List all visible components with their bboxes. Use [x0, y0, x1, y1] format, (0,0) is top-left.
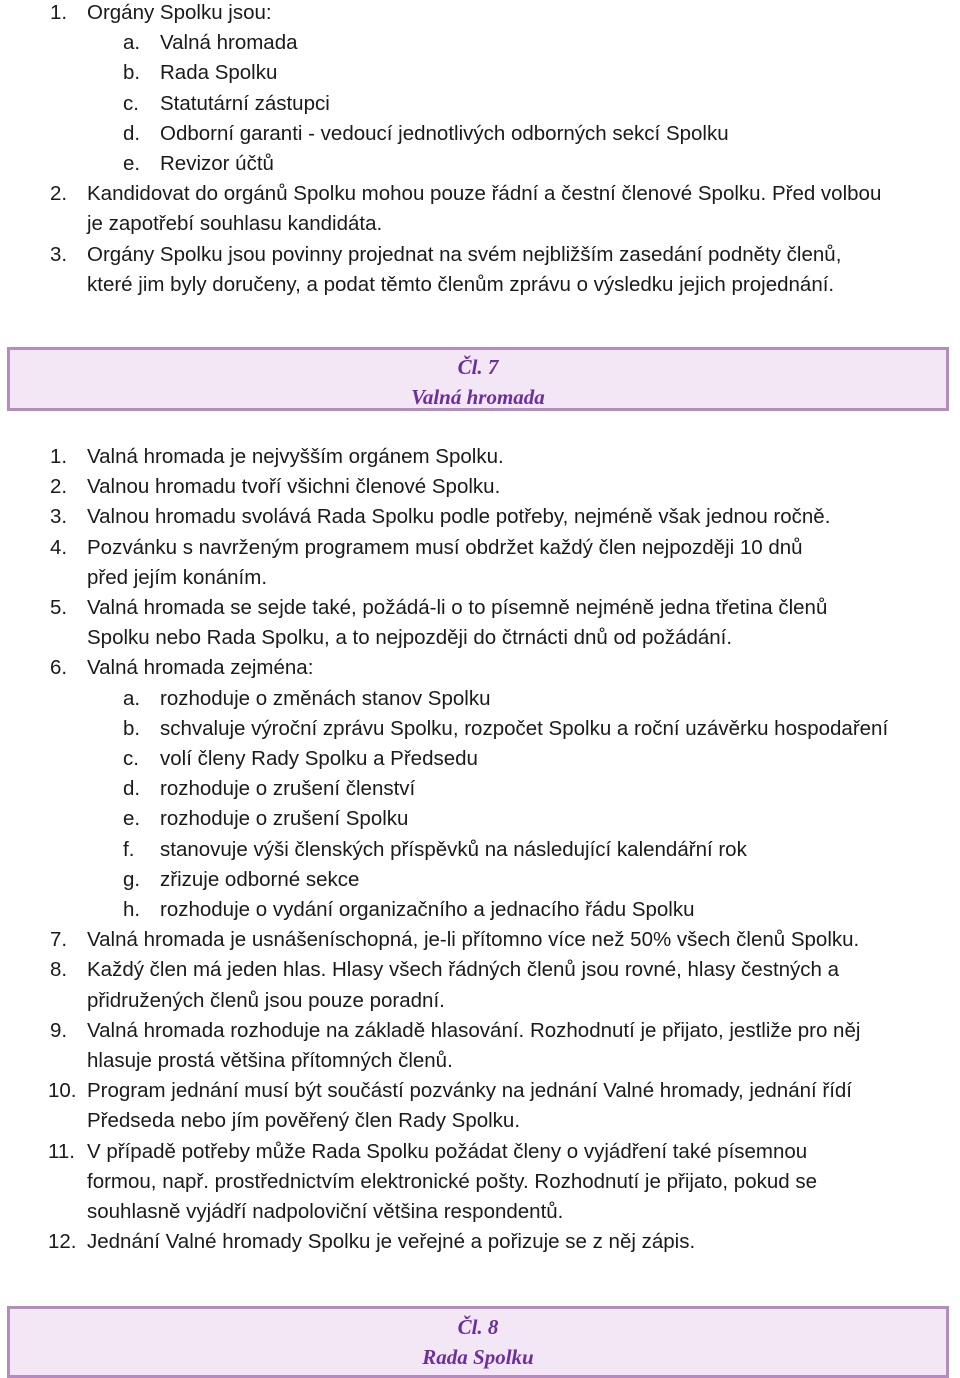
list-item-text: Revizor účtů [160, 152, 274, 175]
list-item-text: Orgány Spolku jsou povinny projednat na svém nejbližším zasedání podněty členů, [87, 242, 842, 266]
list-item-number: h. [123, 898, 141, 921]
list-item-text: Valnou hromadu svolává Rada Spolku podle potřeby, nejméně však jednou ročně. [87, 505, 831, 529]
article-7-label: Čl. 7 [457, 355, 499, 379]
list-item-number: b. [123, 716, 141, 740]
list-item-number: d. [123, 121, 141, 145]
list-item-number: 2. [50, 475, 68, 499]
list-item-text: Kandidovat do orgánů Spolku mohou pouze řádní a čestní členové Spolku. Před volbou [87, 182, 882, 206]
list-item-number: e. [123, 807, 141, 831]
list-item-number: b. [123, 61, 141, 85]
article-8-heading [7, 1306, 949, 1378]
list-item-number: 7. [50, 928, 68, 952]
list-item-text: rozhoduje o vydání organizačního a jednacího řádu Spolku [160, 898, 695, 921]
list-item-text: Valná hromada je nejvyšším orgánem Spolku. [87, 445, 504, 468]
article-8-label: Čl. 8 [457, 1315, 499, 1339]
list-item-text: Každý člen má jeden hlas. Hlasy všech řádných členů jsou rovné, hlasy čestných a [87, 958, 840, 982]
list-item-text: schvaluje výroční zprávu Spolku, rozpočet Spolku a roční uzávěrku hospodaření [160, 716, 889, 740]
list-item-number: 1. [50, 1, 68, 24]
list-item-text: Valná hromada [160, 31, 298, 55]
list-item-text: hlasuje prostá většina přítomných členů. [87, 1049, 453, 1072]
list-item-number: 11. [48, 1139, 75, 1163]
list-item-number: f. [123, 837, 135, 861]
list-item-text: Statutární zástupci [160, 91, 330, 115]
list-item-text: Program jednání musí být součástí pozvánky na jednání Valné hromady, jednání řídí [87, 1079, 853, 1103]
list-item-number: 6. [50, 656, 68, 680]
list-item-text: přidružených členů jsou pouze poradní. [87, 988, 445, 1012]
list-item-number: 2. [50, 182, 68, 206]
list-item-text: stanovuje výši členských příspěvků na následující kalendářní rok [160, 837, 747, 861]
list-item-text: Valná hromada se sejde také, požádá-li o to písemně nejméně jedna třetina členů [87, 596, 828, 619]
list-item-text: zřizuje odborné sekce [160, 867, 360, 891]
list-item-text: rozhoduje o zrušení Spolku [160, 807, 409, 831]
list-item-text: rozhoduje o změnách stanov Spolku [160, 686, 491, 710]
list-item-text: Orgány Spolku jsou: [87, 1, 272, 24]
list-item-number: 10. [48, 1079, 77, 1103]
list-item-text: souhlasně vyjádří nadpoloviční většina respondentů. [87, 1200, 564, 1223]
list-item-text: Odborní garanti - vedoucí jednotlivých odborných sekcí Spolku [160, 121, 729, 145]
list-item-text: je zapotřebí souhlasu kandidáta. [87, 212, 383, 236]
list-item-number: c. [123, 91, 139, 115]
article-8-title: Rada Spolku [422, 1345, 534, 1369]
list-item-number: 8. [50, 958, 68, 982]
list-item-text: volí členy Rady Spolku a Předsedu [160, 747, 478, 770]
list-item-text: Valnou hromadu tvoří všichni členové Spolku. [87, 475, 501, 499]
list-item-text: V případě potřeby může Rada Spolku požádat členy o vyjádření také písemnou [87, 1139, 808, 1163]
list-item-text: Spolku nebo Rada Spolku, a to nejpozději do čtrnácti dnů od požádání. [87, 626, 733, 650]
list-item-number: 9. [50, 1018, 68, 1042]
list-item-text: které jim byly doručeny, a podat těmto členům zprávu o výsledku jejich projednání. [87, 272, 835, 296]
list-item-text: formou, např. prostřednictvím elektronické pošty. Rozhodnutí je přijato, pokud se [87, 1169, 818, 1193]
list-item-text: Jednání Valné hromady Spolku je veřejné a pořizuje se z něj zápis. [87, 1230, 696, 1254]
list-item-number: 5. [50, 596, 68, 619]
list-item-number: 3. [50, 505, 68, 529]
list-item-number: 3. [50, 242, 68, 266]
article-7-heading [7, 347, 949, 411]
list-item-text: Rada Spolku [160, 61, 278, 85]
list-item-number: a. [123, 686, 141, 710]
list-item-text: před jejím konáním. [87, 565, 268, 589]
list-item-number: 1. [50, 445, 68, 468]
list-item-text: Valná hromada je usnášeníschopná, je-li přítomno více než 50% všech členů Spolku. [87, 928, 860, 952]
list-item-text: Předseda nebo jím pověřený člen Rady Spolku. [87, 1109, 521, 1133]
list-item-text: Valná hromada rozhoduje na základě hlasování. Rozhodnutí je přijato, jestliže pro něj [87, 1018, 861, 1042]
list-item-number: d. [123, 777, 141, 801]
list-item-text: Valná hromada zejména: [87, 656, 314, 680]
list-item-text: rozhoduje o zrušení členství [160, 777, 416, 801]
list-item-number: c. [123, 747, 139, 770]
list-item-number: 4. [50, 535, 68, 559]
list-item-number: e. [123, 152, 141, 175]
list-item-number: a. [123, 31, 141, 55]
list-item-number: g. [123, 867, 141, 891]
article-7-title: Valná hromada [411, 385, 545, 409]
list-item-text: Pozvánku s navrženým programem musí obdržet každý člen nejpozději 10 dnů [87, 535, 803, 559]
list-item-number: 12. [48, 1230, 77, 1254]
